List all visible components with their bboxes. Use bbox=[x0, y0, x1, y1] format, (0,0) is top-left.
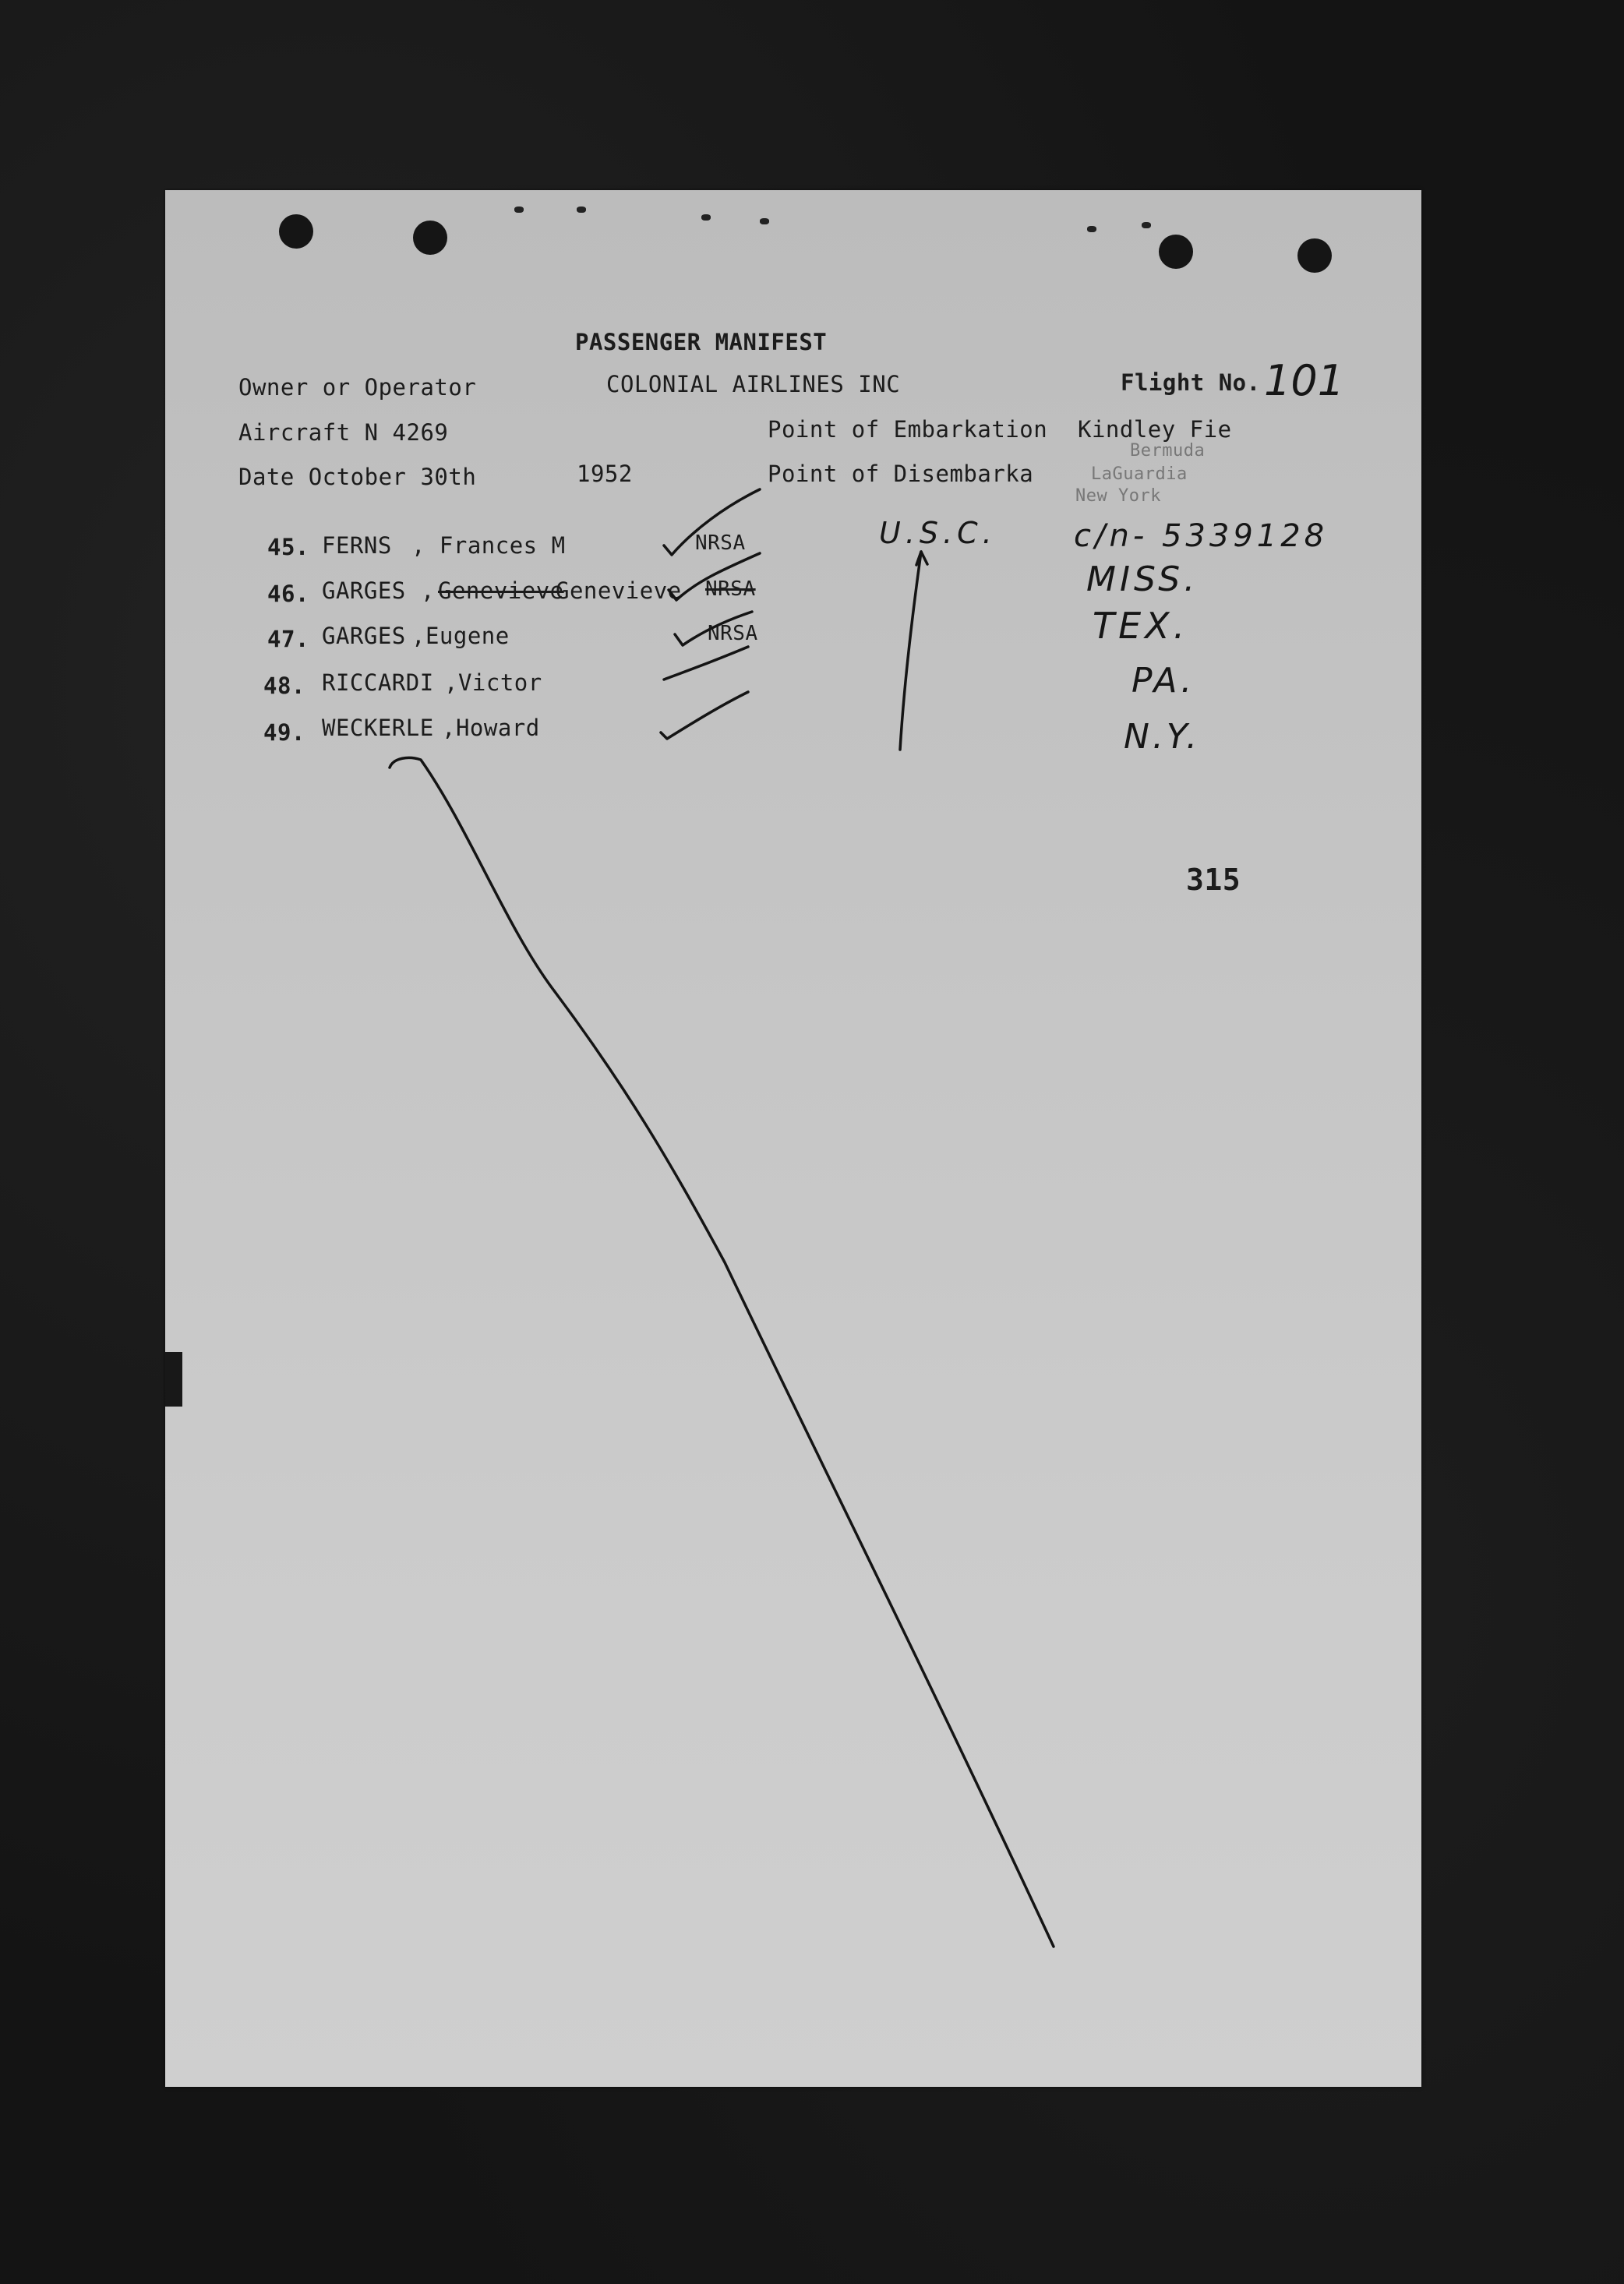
row-number: 45. bbox=[267, 534, 309, 560]
date-year: 1952 bbox=[577, 461, 633, 487]
speck bbox=[701, 214, 711, 221]
speck bbox=[1142, 222, 1151, 228]
passenger-given-name: , Frances M bbox=[411, 532, 566, 559]
page-number: 315 bbox=[1186, 863, 1241, 897]
certificate-number: c/n- 5339128 bbox=[1074, 518, 1329, 554]
punch-hole bbox=[1159, 235, 1193, 269]
passenger-given-name: Genevieve bbox=[556, 577, 682, 604]
passenger-given-name: ,Eugene bbox=[411, 623, 510, 649]
row-number: 49. bbox=[263, 719, 305, 746]
row-number: 47. bbox=[267, 626, 309, 652]
citizenship-note: U.S.C. bbox=[879, 516, 997, 550]
speck bbox=[760, 218, 769, 224]
embark-label: Point of Embarkation bbox=[768, 416, 1048, 443]
flight-number: 101 bbox=[1264, 356, 1345, 405]
flight-label: Flight No. bbox=[1121, 369, 1261, 396]
struck-given-name: Genevieve bbox=[438, 577, 564, 604]
embark-value: Kindley Fie bbox=[1078, 416, 1232, 443]
passenger-status: NRSA bbox=[705, 577, 756, 601]
row-number: 48. bbox=[263, 672, 305, 699]
punch-hole bbox=[279, 214, 313, 249]
state-note: MISS. bbox=[1086, 560, 1199, 599]
manifest-title: PASSENGER MANIFEST bbox=[575, 329, 828, 355]
passenger-given-name: ,Victor bbox=[444, 669, 542, 696]
passenger-status: NRSA bbox=[708, 622, 758, 645]
owner-label: Owner or Operator bbox=[238, 374, 477, 401]
disembark-label: Point of Disembarka bbox=[768, 461, 1034, 487]
passenger-surname: FERNS bbox=[322, 532, 392, 559]
disembark-note: New York bbox=[1075, 486, 1161, 506]
passenger-status: NRSA bbox=[695, 531, 746, 555]
date-label: Date October 30th bbox=[238, 464, 477, 490]
speck bbox=[514, 207, 524, 213]
speck bbox=[577, 207, 586, 213]
passenger-surname: GARGES bbox=[322, 623, 406, 649]
state-note: PA. bbox=[1132, 661, 1195, 701]
passenger-given-name: ,Howard bbox=[442, 715, 540, 741]
passenger-surname: WECKERLE bbox=[322, 715, 434, 741]
passenger-surname: RICCARDI bbox=[322, 669, 434, 696]
aircraft-label: Aircraft N 4269 bbox=[238, 419, 449, 446]
punch-hole bbox=[413, 221, 447, 255]
speck bbox=[1087, 226, 1096, 232]
disembark-value: LaGuardia bbox=[1091, 464, 1188, 484]
page-edge-notch bbox=[165, 1352, 182, 1407]
state-note: TEX. bbox=[1093, 605, 1189, 647]
row-number: 46. bbox=[267, 581, 309, 607]
owner-value: COLONIAL AIRLINES INC bbox=[606, 371, 901, 397]
embark-note: Bermuda bbox=[1130, 441, 1206, 461]
punch-hole bbox=[1297, 238, 1332, 273]
passenger-surname: GARGES bbox=[322, 577, 406, 604]
state-note: N.Y. bbox=[1124, 717, 1201, 757]
